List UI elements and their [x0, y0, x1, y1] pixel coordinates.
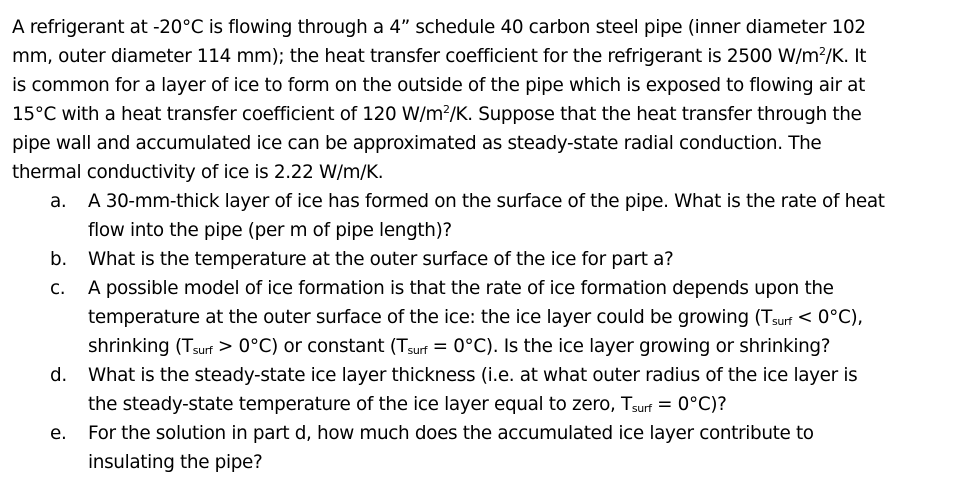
part-text: the steady-state temperature of the ice layer equal to zero, T — [88, 394, 632, 415]
part-line: For the solution in part d, how much does the accumulated ice layer contribute to — [88, 423, 814, 444]
part-text: = 0°C). Is the ice layer growing or shrinking? — [427, 336, 831, 357]
intro-line-text: 15°C with a heat transfer coefficient of 120 W/m — [12, 104, 444, 125]
intro-line: is common for a layer of ice to form on the outside of the pipe which is exposed to flowing air at — [12, 75, 865, 96]
part-text: shrinking (T — [88, 336, 193, 357]
subscript-surf: surf — [407, 344, 428, 357]
intro-line — [12, 100, 962, 129]
part-line: A 30-mm-thick layer of ice has formed on the surface of the pipe. What is the rate of heat — [88, 191, 885, 212]
intro-line-text: mm, outer diameter 114 mm); the heat transfer coefficient for the refrigerant is 2500 W/m — [12, 46, 819, 67]
problem-intro — [12, 13, 962, 187]
superscript-2: 2 — [819, 45, 826, 58]
intro-line: thermal conductivity of ice is 2.22 W/m/K. — [12, 162, 384, 183]
subscript-surf: surf — [631, 402, 652, 415]
part-marker: d. — [50, 365, 67, 386]
question-parts-list — [12, 187, 962, 477]
question-part-a — [12, 187, 962, 245]
part-line: What is the temperature at the outer surface of the ice for part a? — [88, 249, 674, 270]
superscript-2: 2 — [443, 103, 450, 116]
part-line — [88, 332, 962, 361]
part-line: A possible model of ice formation is that the rate of ice formation depends upon the — [88, 278, 834, 299]
part-text: > 0°C) or constant (T — [212, 336, 408, 357]
part-line: insulating the pipe? — [88, 452, 263, 473]
part-marker: e. — [50, 423, 67, 444]
part-text: temperature at the outer surface of the ice: the ice layer could be growing (T — [88, 307, 773, 328]
intro-line-text: /K. Suppose that the heat transfer through the — [449, 104, 862, 125]
part-text: = 0°C)? — [651, 394, 727, 415]
intro-line-text: /K. It — [825, 46, 867, 67]
part-line: flow into the pipe (per m of pipe length)? — [88, 220, 452, 241]
part-marker: a. — [50, 191, 67, 212]
question-part-c — [12, 274, 962, 361]
question-part-b — [12, 245, 962, 274]
part-line — [88, 390, 962, 419]
question-part-e — [12, 419, 962, 477]
part-line — [88, 303, 962, 332]
subscript-surf: surf — [772, 315, 792, 328]
question-part-d — [12, 361, 962, 419]
part-text: < 0°C), — [791, 307, 863, 328]
subscript-surf: surf — [192, 344, 213, 357]
intro-line: A refrigerant at -20°C is flowing through a 4” schedule 40 carbon steel pipe (inner diameter 102 — [12, 17, 866, 38]
part-line: What is the steady-state ice layer thickness (i.e. at what outer radius of the ice layer is — [88, 365, 858, 386]
part-marker: b. — [50, 249, 67, 270]
intro-line: pipe wall and accumulated ice can be approximated as steady-state radial conduction. The — [12, 133, 822, 154]
intro-line — [12, 42, 962, 71]
part-marker: c. — [50, 278, 66, 299]
